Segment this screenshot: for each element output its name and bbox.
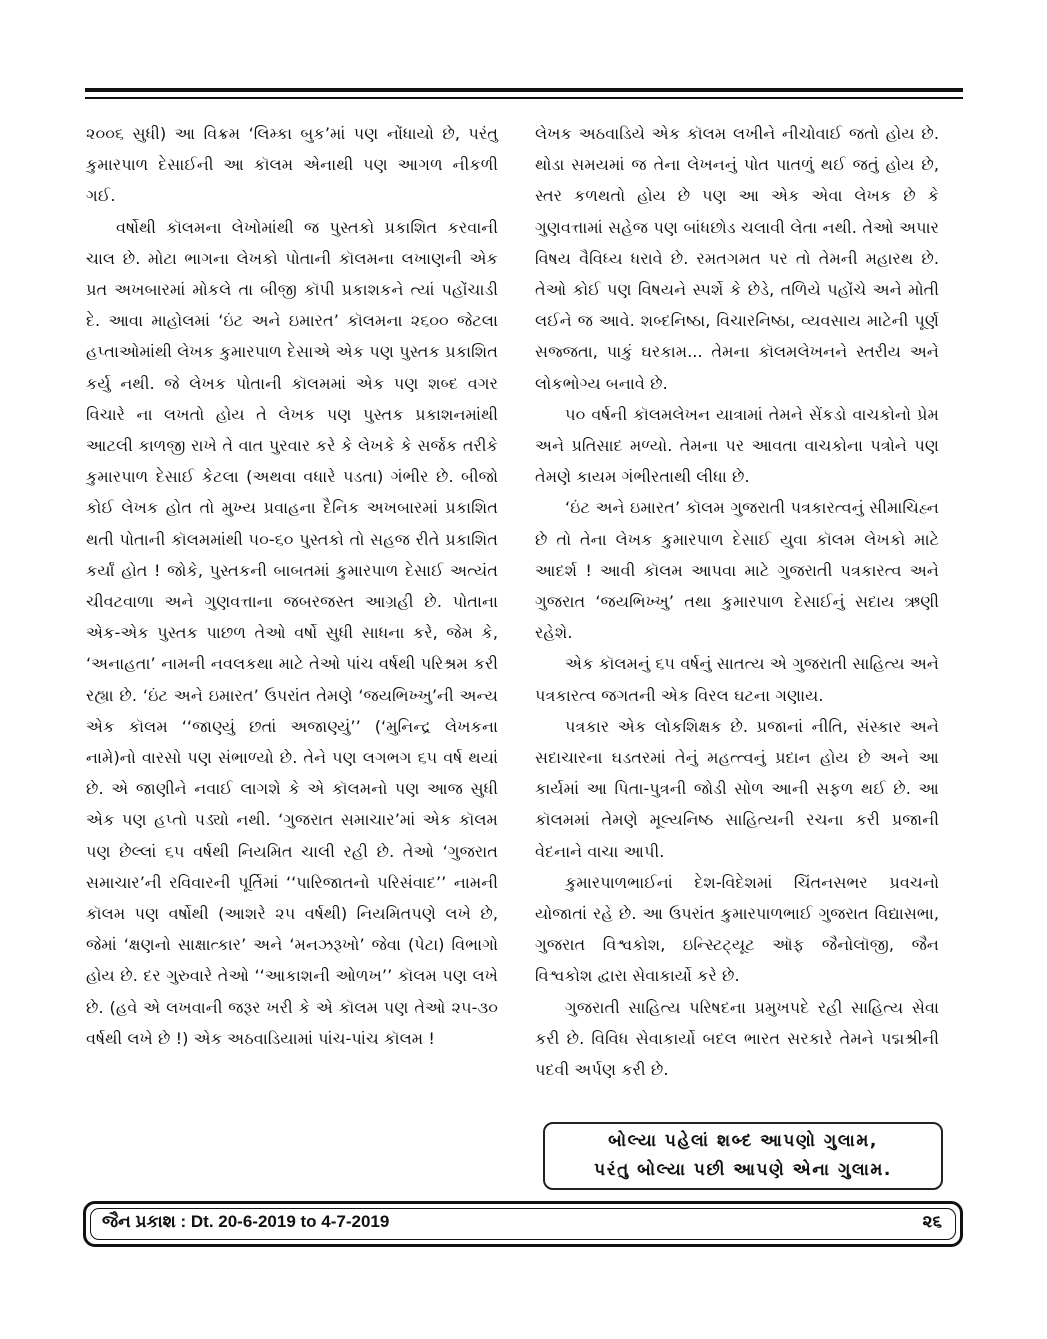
paragraph: ૨૦૦૬ સુધી) આ વિક્રમ ‘લિમ્કા બુક’માં પણ નોંધાયો છે, પરંતુ કુમારપાળ દેસાઈની આ કૉલમ એનાથી પણ આગળ નીકળી ગઈ. (86, 124, 498, 206)
top-rule-thin (85, 97, 963, 99)
footer-bar (83, 1201, 963, 1247)
left-column (86, 118, 498, 1054)
quote-line-2: પરંતુ બોલ્યા પછી આપણે એના ગુલામ. (594, 1160, 892, 1180)
paragraph: પત્રકાર એક લોકશિક્ષક છે. પ્રજાનાં નીતિ, સંસ્કાર અને સદાચારના ઘડતરમાં તેનું મહત્ત્વનું પ્રદાન હોય છે અને આ કાર્યમાં આ પિતા-પુત્રની જોડી સોળ આની સફળ થઈ છે. આ કૉલમમાં તેમણે મૂલ્યનિષ્ઠ સાહિત્યની રચના કરી પ્રજાની વેદનાને વાચા આપી. (535, 716, 939, 861)
paragraph: કુમારપાળભાઈનાં દેશ-વિદેશમાં ચિંતનસભર પ્રવચનો યોજાતાં રહે છે. આ ઉપરાંત કુમારપાળભાઈ ગુજરાત વિદ્યાસભા, ગુજરાત વિશ્વકોશ, ઇન્સ્ટિટ્યૂટ ઑફ જૈનોલૉજી, જૈન વિશ્વકોશ દ્વારા સેવાકાર્યો કરે છે. (535, 872, 939, 986)
paragraph: ગુજરાતી સાહિત્ય પરિષદના પ્રમુખપદે રહી સાહિત્ય સેવા કરી છે. વિવિધ સેવાકાર્યો બદલ ભારત સરકારે તેમને પદ્મશ્રીની પદવી અર્પણ કરી છે. (535, 997, 939, 1080)
quote-line-1: બોલ્યા પહેલાં શબ્દ આપણો ગુલામ, (608, 1131, 878, 1151)
paragraph: વર્ષોથી કૉલમના લેખોમાંથી જ પુસ્તકો પ્રકાશિત કરવાની ચાલ છે. મોટા ભાગના લેખકો પોતાની કૉલમના લખાણની એક પ્રત અખબારમાં મોકલે તા બીજી કૉપી પ્રકાશકને ત્યાં પહોંચાડી દે. આવા માહોલમાં ‘ઇંટ અને ઇમારત’ કૉલમના ૨૬૦૦ જેટલા હપ્તાઓમાંથી લેખક કુમારપાળ દેસાએ એક પણ પુસ્તક પ્રકાશિત કર્યુ નથી. જે લેખક પોતાની કૉલમમાં એક પણ શબ્દ વગર વિચારે ના લખતો હોય તે લેખક પણ પુસ્તક પ્રકાશનમાંથી આટલી કાળજી રાખે તે વાત પુરવાર કરે કે લેખકે કે સર્જક તરીકે કુમારપાળ દેસાઈ કેટલા (અથવા વધારે પડતા) ગંભીર છે. બીજો કોઈ લેખક હોત તો મુખ્ય પ્રવાહના દૈનિક અખબારમાં પ્રકાશિત થતી પોતાની કૉલમમાંથી ૫૦-૬૦ પુસ્તકો તો સહજ રીતે પ્રકાશિત કર્યાં હોત ! જોકે, પુસ્તકની બાબતમાં કુમારપાળ દેસાઈ અત્યંત ચીવટવાળા અને ગુણવત્તાના જબરજસ્ત આગ્રહી છે. પોતાના એક-એક પુસ્તક પાછળ તેઓ વર્ષો સુધી સાધના કરે, જેમ કે, ‘અનાહતા’ નામની નવલકથા માટે તેઓ પાંચ વર્ષથી પરિશ્રમ કરી રહ્યા છે. ‘ઇંટ અને ઇમારત’ ઉપરાંત તેમણે ‘જયભિખ્ખુ’ની અન્ય એક કૉલમ ‘‘જાણ્યું છતાં અજાણ્યું’’ (‘મુનિન્દ્ર લેખકના નામે)નો વારસો પણ સંભાળ્યો છે. તેને પણ લગભગ ૬૫ વર્ષ થયાં છે. એ જાણીને નવાઈ લાગશે કે એ કૉલમનો પણ આજ સુધી એક પણ હપ્તો પડ્યો નથી. ‘ગુજરાત સમાચાર’માં એક કૉલમ પણ છેલ્લાં ૬૫ વર્ષથી નિયમિત ચાલી રહી છે. તેઓ ‘ગુજરાત સમાચાર’ની રવિવારની પૂર્તિમાં ‘‘પારિજાતનો પરિસંવાદ’’ નામની કૉલમ પણ વર્ષોથી (આશરે ૨૫ વર્ષથી) નિયમિતપણે લખે છે, જેમાં ‘ક્ષણનો સાક્ષાત્કાર’ અને ‘મનઝરૂખો’ જેવા (પેટા) વિભાગો હોય છે. દર ગુરુવારે તેઓ ‘‘આકાશની ઓળખ’’ કૉલમ પણ લખે છે. (હવે એ લખવાની જરૂર ખરી કે એ કૉલમ પણ તેઓ ૨૫-૩૦ વર્ષથી લખે છે !) એક અઠવાડિયામાં પાંચ-પાંચ કૉલમ ! (86, 217, 498, 1048)
footer-publication: જૈન પ્રકાશ : Dt. 20-6-2019 to 4-7-2019 (102, 1212, 390, 1231)
page-number: ૨૬ (922, 1212, 942, 1232)
paragraph: ૫૦ વર્ષની કૉલમલેખન યાત્રામાં તેમને સેંકડો વાચકોનો પ્રેમ અને પ્રતિસાદ મળ્યો. તેમના પર આવતા વાચકોના પત્રોને પણ તેમણે કાયમ ગંભીરતાથી લીધા છે. (535, 404, 939, 487)
right-column (535, 118, 939, 1085)
top-rule-thick (85, 88, 963, 92)
paragraph: ‘ઇંટ અને ઇમારત’ કૉલમ ગુજરાતી પત્રકારત્વનું સીમાચિહ્ન છે તો તેના લેખક કુમારપાળ દેસાઈ યુવા કૉલમ લેખકો માટે આદર્શ ! આવી કૉલમ આપવા માટે ગુજરાતી પત્રકારત્વ અને ગુજરાત ‘જયભિખ્ખુ’ તથા કુમારપાળ દેસાઈનું સદાય ઋણી રહેશે. (535, 498, 939, 643)
paragraph: લેખક અઠવાડિયે એક કૉલમ લખીને નીચોવાઈ જતો હોય છે. થોડા સમયમાં જ તેના લેખનનું પોત પાતળું થઈ જતું હોય છે, સ્તર કળથતો હોય છે પણ આ એક એવા લેખક છે કે ગુણવત્તામાં સહેજ પણ બાંધછોડ ચલાવી લેતા નથી. તેઓ અપાર વિષય વૈવિધ્ય ધરાવે છે. રમતગમત પર તો તેમની મહારથ છે. તેઓ કોઈ પણ વિષયને સ્પર્શે કે છેડે, તળિયે પહોંચે અને મોતી લઈને જ આવે. શબ્દનિષ્ઠા, વિચારનિષ્ઠા, વ્યવસાય માટેની પૂર્ણ સજ્જતા, પાકું ઘરકામ... તેમના કૉલમલેખનને સ્તરીય અને લોકભોગ્ય બનાવે છે. (535, 124, 939, 393)
paragraph: એક કૉલમનું ૬૫ વર્ષનું સાતત્ય એ ગુજરાતી સાહિત્ય અને પત્રકારત્વ જગતની એક વિરલ ઘટના ગણાય. (535, 654, 939, 705)
quote-box (543, 1122, 943, 1190)
